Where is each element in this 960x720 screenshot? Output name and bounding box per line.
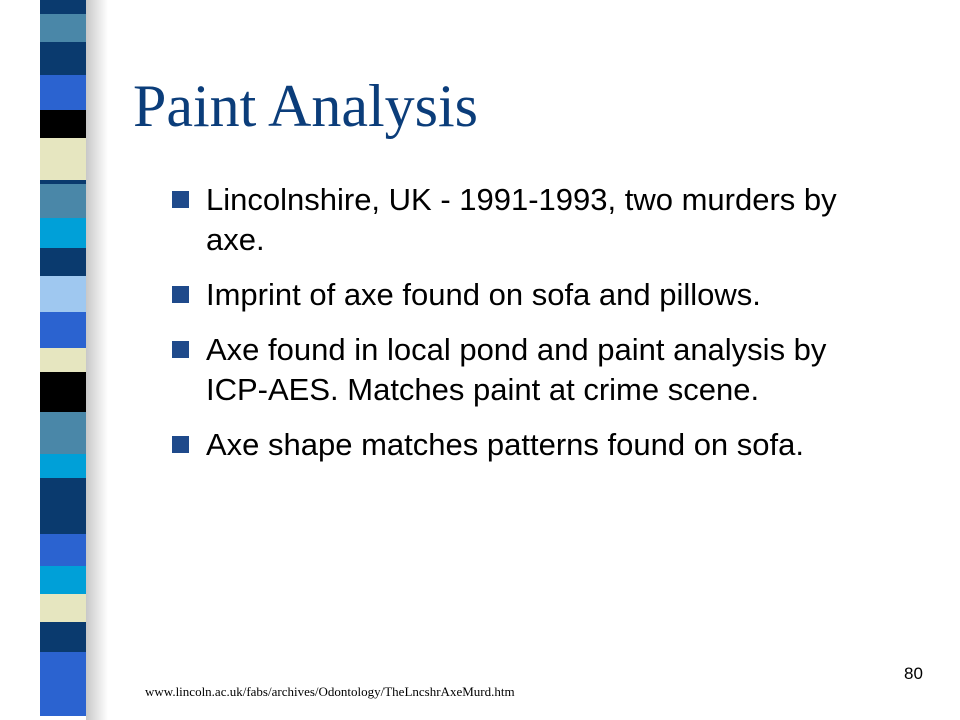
stripe-segment — [40, 138, 86, 180]
stripe-segment — [40, 566, 86, 594]
stripe-segment — [40, 184, 86, 218]
square-bullet-icon — [172, 436, 189, 453]
bullet-text: Imprint of axe found on sofa and pillows. — [206, 277, 761, 312]
stripe-segment — [40, 412, 86, 454]
stripe-segment — [40, 716, 86, 720]
stripe-segment — [40, 248, 86, 276]
stripe-segment — [40, 478, 86, 534]
stripe-segment — [40, 75, 86, 110]
stripe-segment — [40, 534, 86, 566]
bullet-text: Axe shape matches patterns found on sofa. — [206, 427, 804, 462]
stripe-segment — [40, 454, 86, 478]
page-number: 80 — [904, 664, 923, 683]
slide-title: Paint Analysis — [133, 73, 479, 139]
stripe-segment — [40, 312, 86, 348]
stripe-segment — [40, 348, 86, 372]
bullet-text: Lincolnshire, UK - 1991-1993, two murders by axe. — [206, 182, 837, 257]
square-bullet-icon — [172, 191, 189, 208]
stripe-segment — [40, 276, 86, 312]
stripe-segment — [40, 218, 86, 248]
bullet-item — [172, 330, 872, 410]
stripe-segment — [40, 594, 86, 622]
bullet-item — [172, 275, 872, 315]
stripe-segment — [40, 622, 86, 652]
stripe-segment — [40, 14, 86, 42]
bullet-text: Axe found in local pond and paint analysis by ICP-AES. Matches paint at crime scene. — [206, 332, 827, 407]
stripe-segment — [40, 652, 86, 716]
stripe-segment — [40, 42, 86, 75]
square-bullet-icon — [172, 286, 189, 303]
stripe-segment — [40, 0, 86, 14]
square-bullet-icon — [172, 341, 189, 358]
stripe-segment — [40, 110, 86, 138]
source-url: www.lincoln.ac.uk/fabs/archives/Odontology/TheLncshrAxeMurd.htm — [145, 684, 515, 699]
stripe-shadow — [86, 0, 108, 720]
decorative-stripe-bar — [40, 0, 86, 720]
bullet-item — [172, 180, 872, 260]
bullet-list — [172, 180, 872, 480]
stripe-segment — [40, 372, 86, 412]
bullet-item — [172, 425, 872, 465]
